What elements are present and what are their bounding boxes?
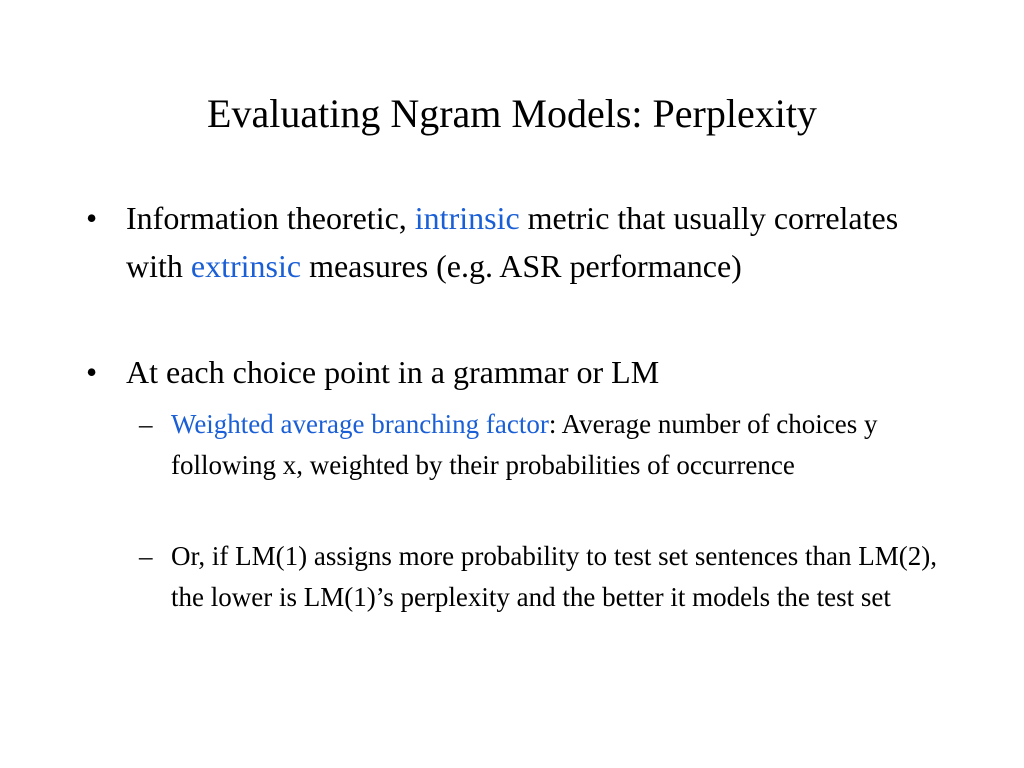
subbullet-marker: – xyxy=(139,541,153,571)
subbullet-item-1 xyxy=(139,404,961,486)
bullet-text: At each choice point in a grammar or LM xyxy=(126,354,660,390)
subbullet-text: : Average number of choices y following x, weighted by their probabilities of occurrence xyxy=(171,409,878,480)
highlight-term-intrinsic: intrinsic xyxy=(414,200,520,236)
bullet-text-segment: metric that usually correlates with xyxy=(126,200,899,284)
slide-title: Evaluating Ngram Models: Perplexity xyxy=(207,91,817,136)
bullet-marker: • xyxy=(86,200,98,236)
bullet-text-segment: measures (e.g. ASR performance) xyxy=(301,248,742,284)
highlight-term-extrinsic: extrinsic xyxy=(190,248,302,284)
subbullet-text: Or, if LM(1) assigns more probability to test set sentences than LM(2), the lower is LM(1)’s perplexity and the better it models the test set xyxy=(171,541,938,612)
subbullet-item-2 xyxy=(139,536,961,618)
bullet-marker: • xyxy=(86,354,98,390)
bullet-text-segment: Information theoretic, xyxy=(126,200,415,236)
bullet-item-1 xyxy=(86,194,946,290)
bullet-item-2 xyxy=(86,348,946,396)
highlight-term-branching-factor: Weighted average branching factor xyxy=(171,409,549,439)
subbullet-marker: – xyxy=(139,409,153,439)
